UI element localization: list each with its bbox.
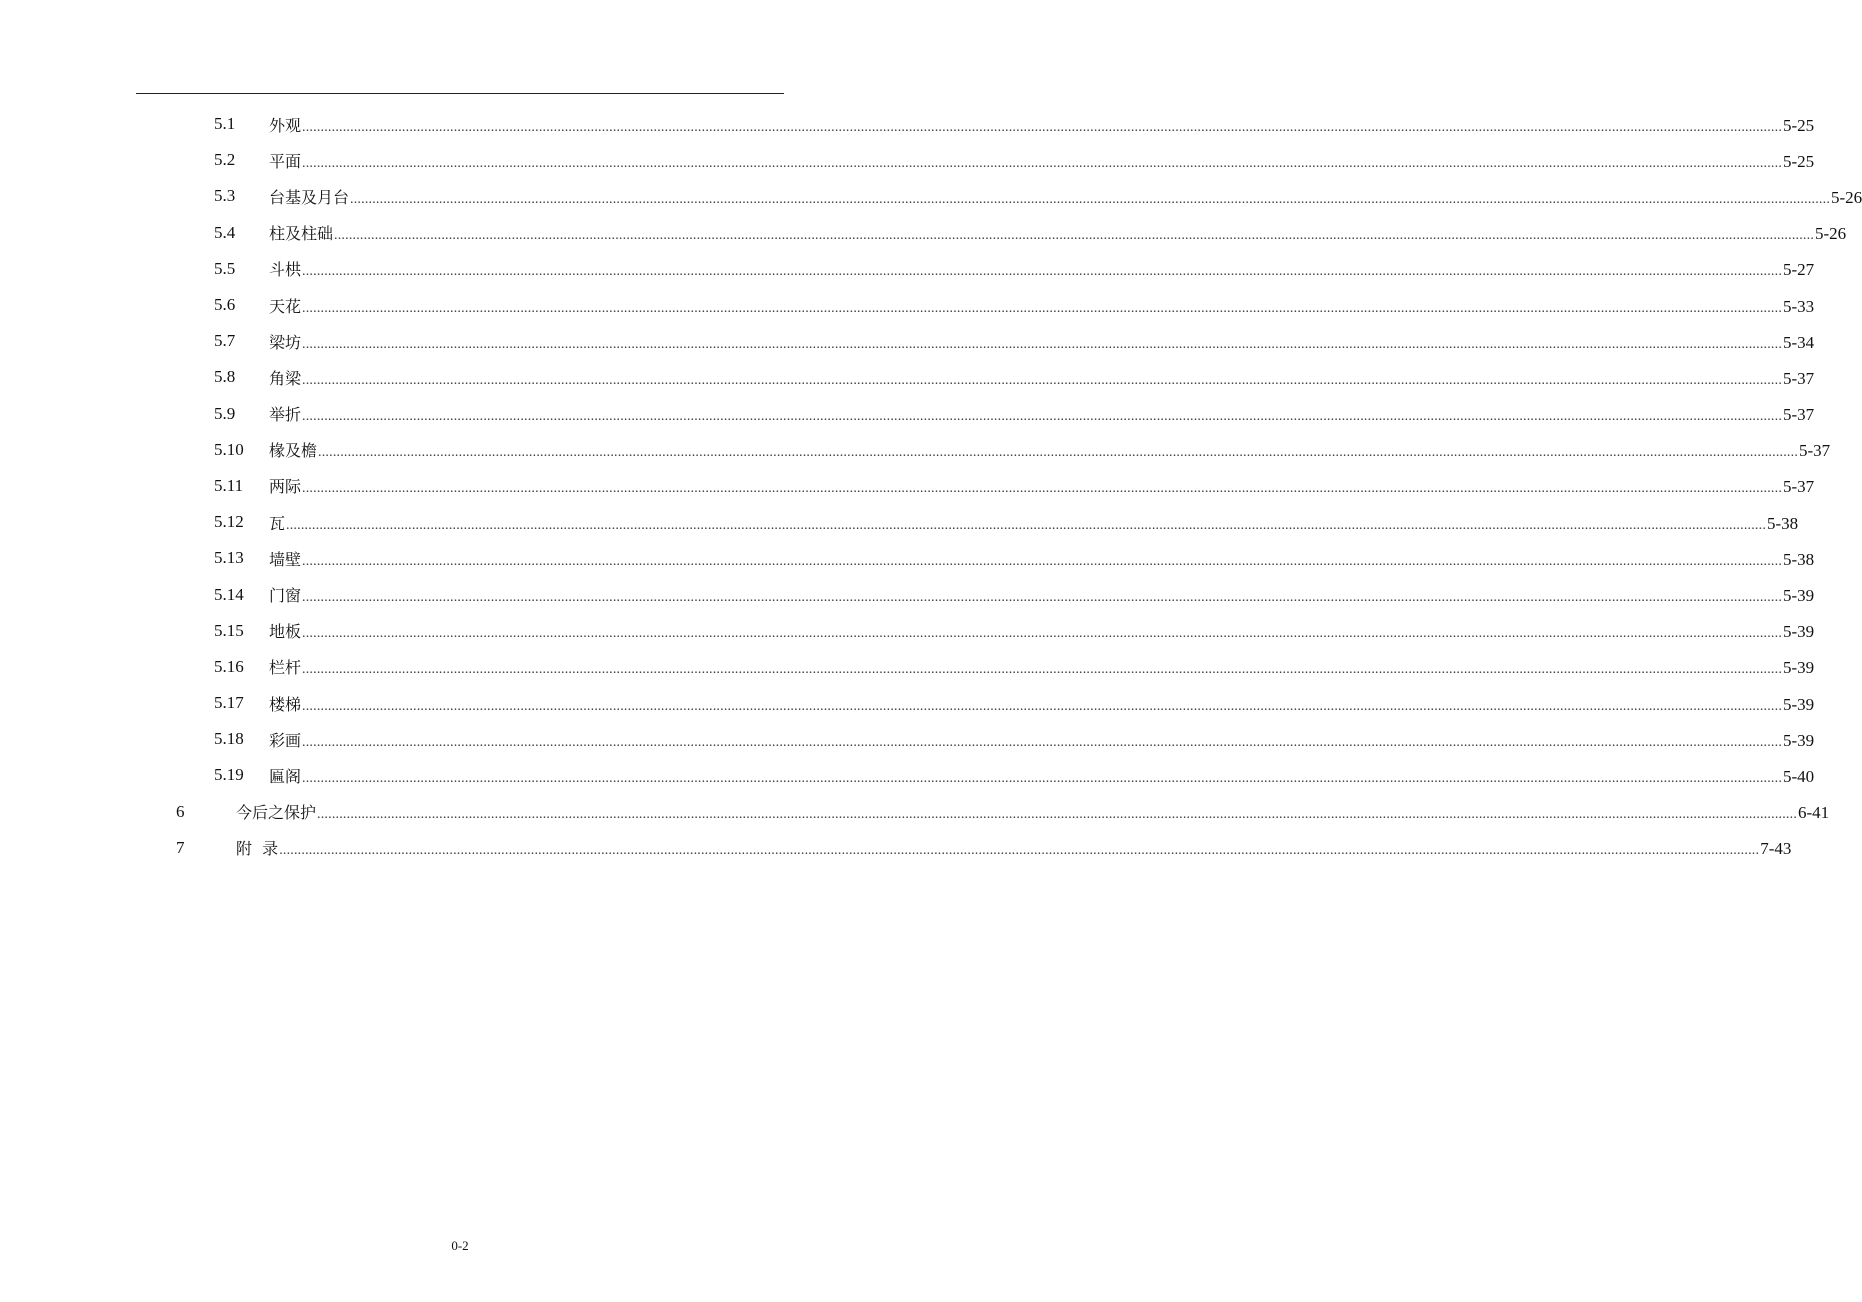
toc-entry-line [269,294,1815,317]
toc-page-number: 5-39 [1783,730,1815,750]
toc-dot-leader: ................................................................................................................................................................................................................................................................................................................................................................................................................ [302,770,1783,786]
toc-entry[interactable] [0,576,1815,612]
toc-entry[interactable] [0,359,1815,395]
toc-entry-line [269,366,1815,389]
toc-section-number: 5.4 [214,222,236,242]
toc-section-number: 5.5 [214,258,236,278]
toc-entry-line [269,728,1815,751]
toc-page-number: 5-37 [1783,368,1815,388]
toc-page-number: 5-38 [1783,549,1815,569]
toc-entry-line [236,800,1830,823]
toc-section-number: 5.15 [214,620,244,640]
toc-section-number: 5.13 [214,548,244,568]
toc-entry[interactable] [0,685,1815,721]
toc-page-number: 5-39 [1783,622,1815,642]
toc-dot-leader: ................................................................................................................................................................................................................................................................................................................................................................................................................ [302,300,1783,316]
toc-entry-line [269,655,1815,678]
toc-section-title: 梁坊 [269,332,302,352]
toc-entry-line [269,692,1815,715]
toc-section-title: 斗栱 [269,260,302,280]
toc-dot-leader: ................................................................................................................................................................................................................................................................................................................................................................................................................ [302,734,1783,750]
toc-page-number: 5-26 [1815,224,1847,244]
toc-section-number: 5.17 [214,693,244,713]
toc-section-number: 5.16 [214,656,244,676]
toc-page-number: 5-39 [1783,586,1815,606]
toc-section-number: 5.9 [214,403,236,423]
toc-dot-leader: ................................................................................................................................................................................................................................................................................................................................................................................................................ [302,264,1783,280]
toc-section-title: 举折 [269,405,302,425]
toc-section-title: 地板 [269,622,302,642]
toc-section-title: 瓦 [269,513,286,533]
toc-entry-line [269,402,1815,425]
toc-section-title: 今后之保护 [236,803,317,823]
toc-entry[interactable] [0,396,1815,432]
toc-page-number: 5-37 [1799,441,1831,461]
toc-page-number: 5-37 [1783,477,1815,497]
toc-dot-leader: ................................................................................................................................................................................................................................................................................................................................................................................................................ [334,228,1815,244]
toc-section-title: 彩画 [269,730,302,750]
toc-dot-leader: ................................................................................................................................................................................................................................................................................................................................................................................................................ [286,517,1767,533]
toc-section-number: 5.1 [214,114,236,134]
toc-entry[interactable] [0,649,1815,685]
toc-entry[interactable] [0,323,1815,359]
toc-section-number: 5.6 [214,295,236,315]
toc-dot-leader: ................................................................................................................................................................................................................................................................................................................................................................................................................ [302,372,1783,388]
toc-section-title: 墙壁 [269,549,302,569]
toc-entry[interactable] [0,721,1815,757]
toc-dot-leader: ................................................................................................................................................................................................................................................................................................................................................................................................................ [318,445,1799,461]
toc-section-number: 5.19 [214,765,244,785]
toc-section-title: 门窗 [269,586,302,606]
toc-section-title: 角梁 [269,368,302,388]
toc-entry-line [269,438,1831,461]
toc-section-title: 椽及檐 [269,441,318,461]
toc-section-title: 两际 [269,477,302,497]
toc-section-number: 7 [176,837,185,857]
toc-section-number: 5.8 [214,367,236,387]
toc-page-number: 5-37 [1783,405,1815,425]
toc-entry-line [269,619,1815,642]
toc-entry[interactable] [0,106,1815,142]
toc-entry[interactable] [0,830,1792,866]
toc-entry-line [269,113,1815,136]
toc-entry-line [269,149,1815,172]
toc-dot-leader: ................................................................................................................................................................................................................................................................................................................................................................................................................ [302,590,1783,606]
toc-section-number: 5.2 [214,150,236,170]
toc-entry-line [269,221,1847,244]
toc-section-number: 5.10 [214,439,244,459]
toc-page-number: 5-38 [1767,513,1799,533]
toc-entry-line [269,474,1815,497]
footer-page-number: 0-2 [451,1238,469,1253]
toc-section-number: 5.18 [214,729,244,749]
toc-page-number: 5-25 [1783,115,1815,135]
toc-section-title: 楼梯 [269,694,302,714]
toc-dot-leader: ................................................................................................................................................................................................................................................................................................................................................................................................................ [350,191,1831,207]
toc-section-number: 5.12 [214,512,244,532]
toc-section-number: 5.14 [214,584,244,604]
toc-entry[interactable] [0,251,1815,287]
toc-entry[interactable] [0,468,1815,504]
toc-page-number: 5-39 [1783,658,1815,678]
toc-dot-leader: ................................................................................................................................................................................................................................................................................................................................................................................................................ [302,626,1783,642]
toc-page-number: 6-41 [1798,803,1830,823]
toc-entry-line [269,330,1815,353]
toc-entry[interactable] [0,540,1815,576]
toc-dot-leader: ................................................................................................................................................................................................................................................................................................................................................................................................................ [302,553,1783,569]
toc-entry-line [236,836,1792,859]
toc-dot-leader: ................................................................................................................................................................................................................................................................................................................................................................................................................ [317,807,1798,823]
toc-page-number: 5-34 [1783,332,1815,352]
toc-page-number: 5-33 [1783,296,1815,316]
toc-page-number: 5-26 [1831,187,1862,207]
toc-dot-leader: ................................................................................................................................................................................................................................................................................................................................................................................................................ [302,409,1783,425]
toc-dot-leader: ................................................................................................................................................................................................................................................................................................................................................................................................................ [279,843,1760,859]
toc-entry-line [269,547,1815,570]
toc-entry[interactable] [0,794,1830,830]
toc-entry-line [269,185,1862,208]
toc-entry-line [269,583,1815,606]
toc-entry[interactable] [0,287,1815,323]
toc-entry[interactable] [0,613,1815,649]
toc-entry[interactable] [0,215,1847,251]
table-of-contents [0,106,1862,866]
toc-section-number: 6 [176,801,185,821]
toc-section-number: 5.7 [214,331,236,351]
toc-dot-leader: ................................................................................................................................................................................................................................................................................................................................................................................................................ [302,698,1783,714]
header-rule [136,93,784,94]
toc-entry[interactable] [0,432,1831,468]
toc-entry[interactable] [0,178,1862,214]
toc-page-number: 5-27 [1783,260,1815,280]
toc-section-title: 台基及月台 [269,187,350,207]
toc-page-number: 7-43 [1760,839,1792,859]
toc-dot-leader: ................................................................................................................................................................................................................................................................................................................................................................................................................ [302,662,1783,678]
toc-section-title: 平面 [269,151,302,171]
toc-dot-leader: ................................................................................................................................................................................................................................................................................................................................................................................................................ [302,155,1783,171]
toc-section-number: 5.11 [214,475,244,495]
toc-page-number: 5-25 [1783,151,1815,171]
toc-entry[interactable] [0,504,1799,540]
toc-entry[interactable] [0,757,1815,793]
toc-page-number: 5-40 [1783,766,1815,786]
toc-entry-line [269,257,1815,280]
toc-entry[interactable] [0,142,1815,178]
toc-section-title: 柱及柱础 [269,224,334,244]
toc-entry-line [269,511,1799,534]
toc-dot-leader: ................................................................................................................................................................................................................................................................................................................................................................................................................ [302,336,1783,352]
toc-section-title: 外观 [269,115,302,135]
toc-section-title: 栏杆 [269,658,302,678]
toc-section-title: 附 录 [236,839,279,859]
toc-section-title: 天花 [269,296,302,316]
toc-section-number: 5.3 [214,186,236,206]
toc-dot-leader: ................................................................................................................................................................................................................................................................................................................................................................................................................ [302,119,1783,135]
toc-section-title: 匾阁 [269,766,302,786]
toc-entry-line [269,764,1815,787]
toc-dot-leader: ................................................................................................................................................................................................................................................................................................................................................................................................................ [302,481,1783,497]
toc-page-number: 5-39 [1783,694,1815,714]
